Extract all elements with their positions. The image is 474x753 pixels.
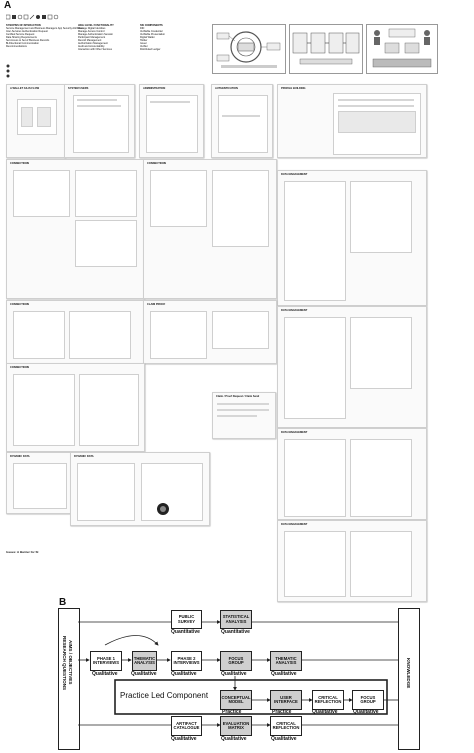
- screen-title: DATA MANAGEMENT: [281, 309, 308, 312]
- thematic-analysis-box-2: THEMATIC ANALYSIS: [270, 651, 302, 671]
- conceptual-model-box: CONCEPTUAL MODEL: [220, 690, 252, 710]
- legend-item: Manage Access Control: [78, 30, 105, 33]
- legend-title: HIGH LEVEL FUNCTIONALITY: [78, 24, 114, 27]
- focus-group-box-1: FOCUS GROUP: [220, 651, 252, 671]
- phase1-interviews-box: PHASE 1 INTERVIEWS: [90, 651, 122, 671]
- legend-item: Distributed Ledger: [140, 48, 161, 51]
- legend-item: Record Management: [78, 39, 102, 42]
- legend-item: Audit and Accountability: [78, 45, 105, 48]
- method-label: Qualitative: [92, 671, 118, 677]
- legend-item: Interaction with Other Services: [78, 48, 113, 51]
- screen-title: SYSTEM USERS: [68, 87, 89, 90]
- method-label: Qualitative: [131, 671, 157, 677]
- public-survey-box: PUBLIC SURVEY: [171, 610, 202, 629]
- screen-title: AUTHENTICATION: [215, 87, 238, 90]
- legend-item: Manage Authentication Session: [78, 33, 114, 36]
- evaluation-matrix-box: EVALUATION MATRIX: [220, 716, 252, 736]
- critical-reflection-box-1: CRITICAL REFLECTION: [312, 690, 344, 710]
- method-label: Practice: [272, 709, 292, 715]
- method-label: Practice: [222, 709, 242, 715]
- legend-item: DID: [140, 27, 145, 30]
- screen-title: CLAIM PROOF: [147, 303, 166, 306]
- legend-item: Inter-Services Authentication Request: [6, 30, 48, 33]
- research-questions-label: RESEARCH QUESTIONS: [62, 636, 67, 691]
- practice-led-label: Practice Led Component: [120, 691, 209, 700]
- method-label: Quantitative: [171, 629, 200, 635]
- legend-item: Certified Service Request: [6, 33, 35, 36]
- panel-b-label: B: [59, 597, 67, 608]
- legend-title: SYNOPSIS OF INTERACTION: [6, 24, 41, 27]
- aims-label: AIMS / OBJECTIVES: [68, 640, 73, 685]
- method-label: Qualitative: [221, 671, 247, 677]
- claim-title: Claim / Proof Request / Claim Send: [216, 395, 260, 398]
- screen-title: DYNAMIC DATA: [10, 455, 30, 458]
- legend-item: Holder: [140, 39, 148, 42]
- screen-title: DATA MANAGEMENT: [281, 431, 308, 434]
- user-interface-box: USER INTERFACE: [270, 690, 302, 710]
- legend-item: Verifier: [140, 45, 148, 48]
- phase2-interviews-box: PHASE 2 INTERVIEWS: [171, 651, 202, 671]
- legend-item: Service Management and Business Managers App Security Attributes: [6, 27, 83, 30]
- focus-group-box-2: FOCUS GROUP: [352, 690, 384, 710]
- legend-item: Bi-Directional Communication: [6, 42, 39, 45]
- legend-item: Participant Management: [78, 36, 106, 39]
- critical-reflection-box-2: CRITICAL REFLECTION: [270, 716, 302, 736]
- thematic-analysis-box-1: THEMATIC ANALYSIS: [132, 651, 157, 671]
- screen-title: PROFILE BUILDING: [281, 87, 306, 90]
- method-label: Qualitative: [312, 709, 338, 715]
- method-label: Qualitative: [221, 736, 247, 742]
- legend-item: Verifiable Credential: [140, 30, 163, 33]
- legend-item: Data Sharing Requirements: [6, 36, 37, 39]
- screen-title: A WALLET AS-IS FLOW: [10, 87, 40, 90]
- method-label: Qualitative: [353, 709, 379, 715]
- screen-title: DATA MANAGEMENT: [281, 173, 308, 176]
- screen-title: DATA MANAGEMENT: [281, 523, 308, 526]
- artifact-catalogue-box: ARTIFACT CATALOGUE: [171, 716, 202, 736]
- screen-title: CONNECTIONS: [10, 366, 30, 369]
- method-label: Quantitative: [221, 629, 250, 635]
- legend-title: SSI COMPONENTS: [140, 24, 163, 27]
- method-label: Qualitative: [171, 736, 197, 742]
- statistical-analysis-box: STATISTICAL ANALYSIS: [220, 610, 252, 629]
- screen-title: ADMINISTRATION: [143, 87, 166, 90]
- legend-item: Verifiable Presentation: [140, 33, 166, 36]
- panel-a-label: A: [4, 0, 12, 11]
- legend-item: Digital Wallet: [140, 36, 155, 39]
- method-label: Qualitative: [271, 671, 297, 677]
- method-label: Qualitative: [171, 671, 197, 677]
- issues-title: Issues: A Barrier for SI: [6, 550, 39, 554]
- method-label: Qualitative: [271, 736, 297, 742]
- screen-title: CONNECTIONS: [10, 303, 30, 306]
- knowledge-label: KNOWLEDGE: [406, 658, 411, 689]
- legend-item: Set Access to Set of Business Records: [6, 39, 50, 42]
- legend-item: Recommendations: [6, 45, 27, 48]
- screen-title: DYNAMIC DATA: [74, 455, 94, 458]
- legend-item: Manage Digital Identities: [78, 27, 106, 30]
- screen-title: CONNECTIONS: [10, 162, 30, 165]
- screen-title: CONNECTIONS: [147, 162, 167, 165]
- legend-item: Authorization Management: [78, 42, 108, 45]
- legend-item: Issuer: [140, 42, 147, 45]
